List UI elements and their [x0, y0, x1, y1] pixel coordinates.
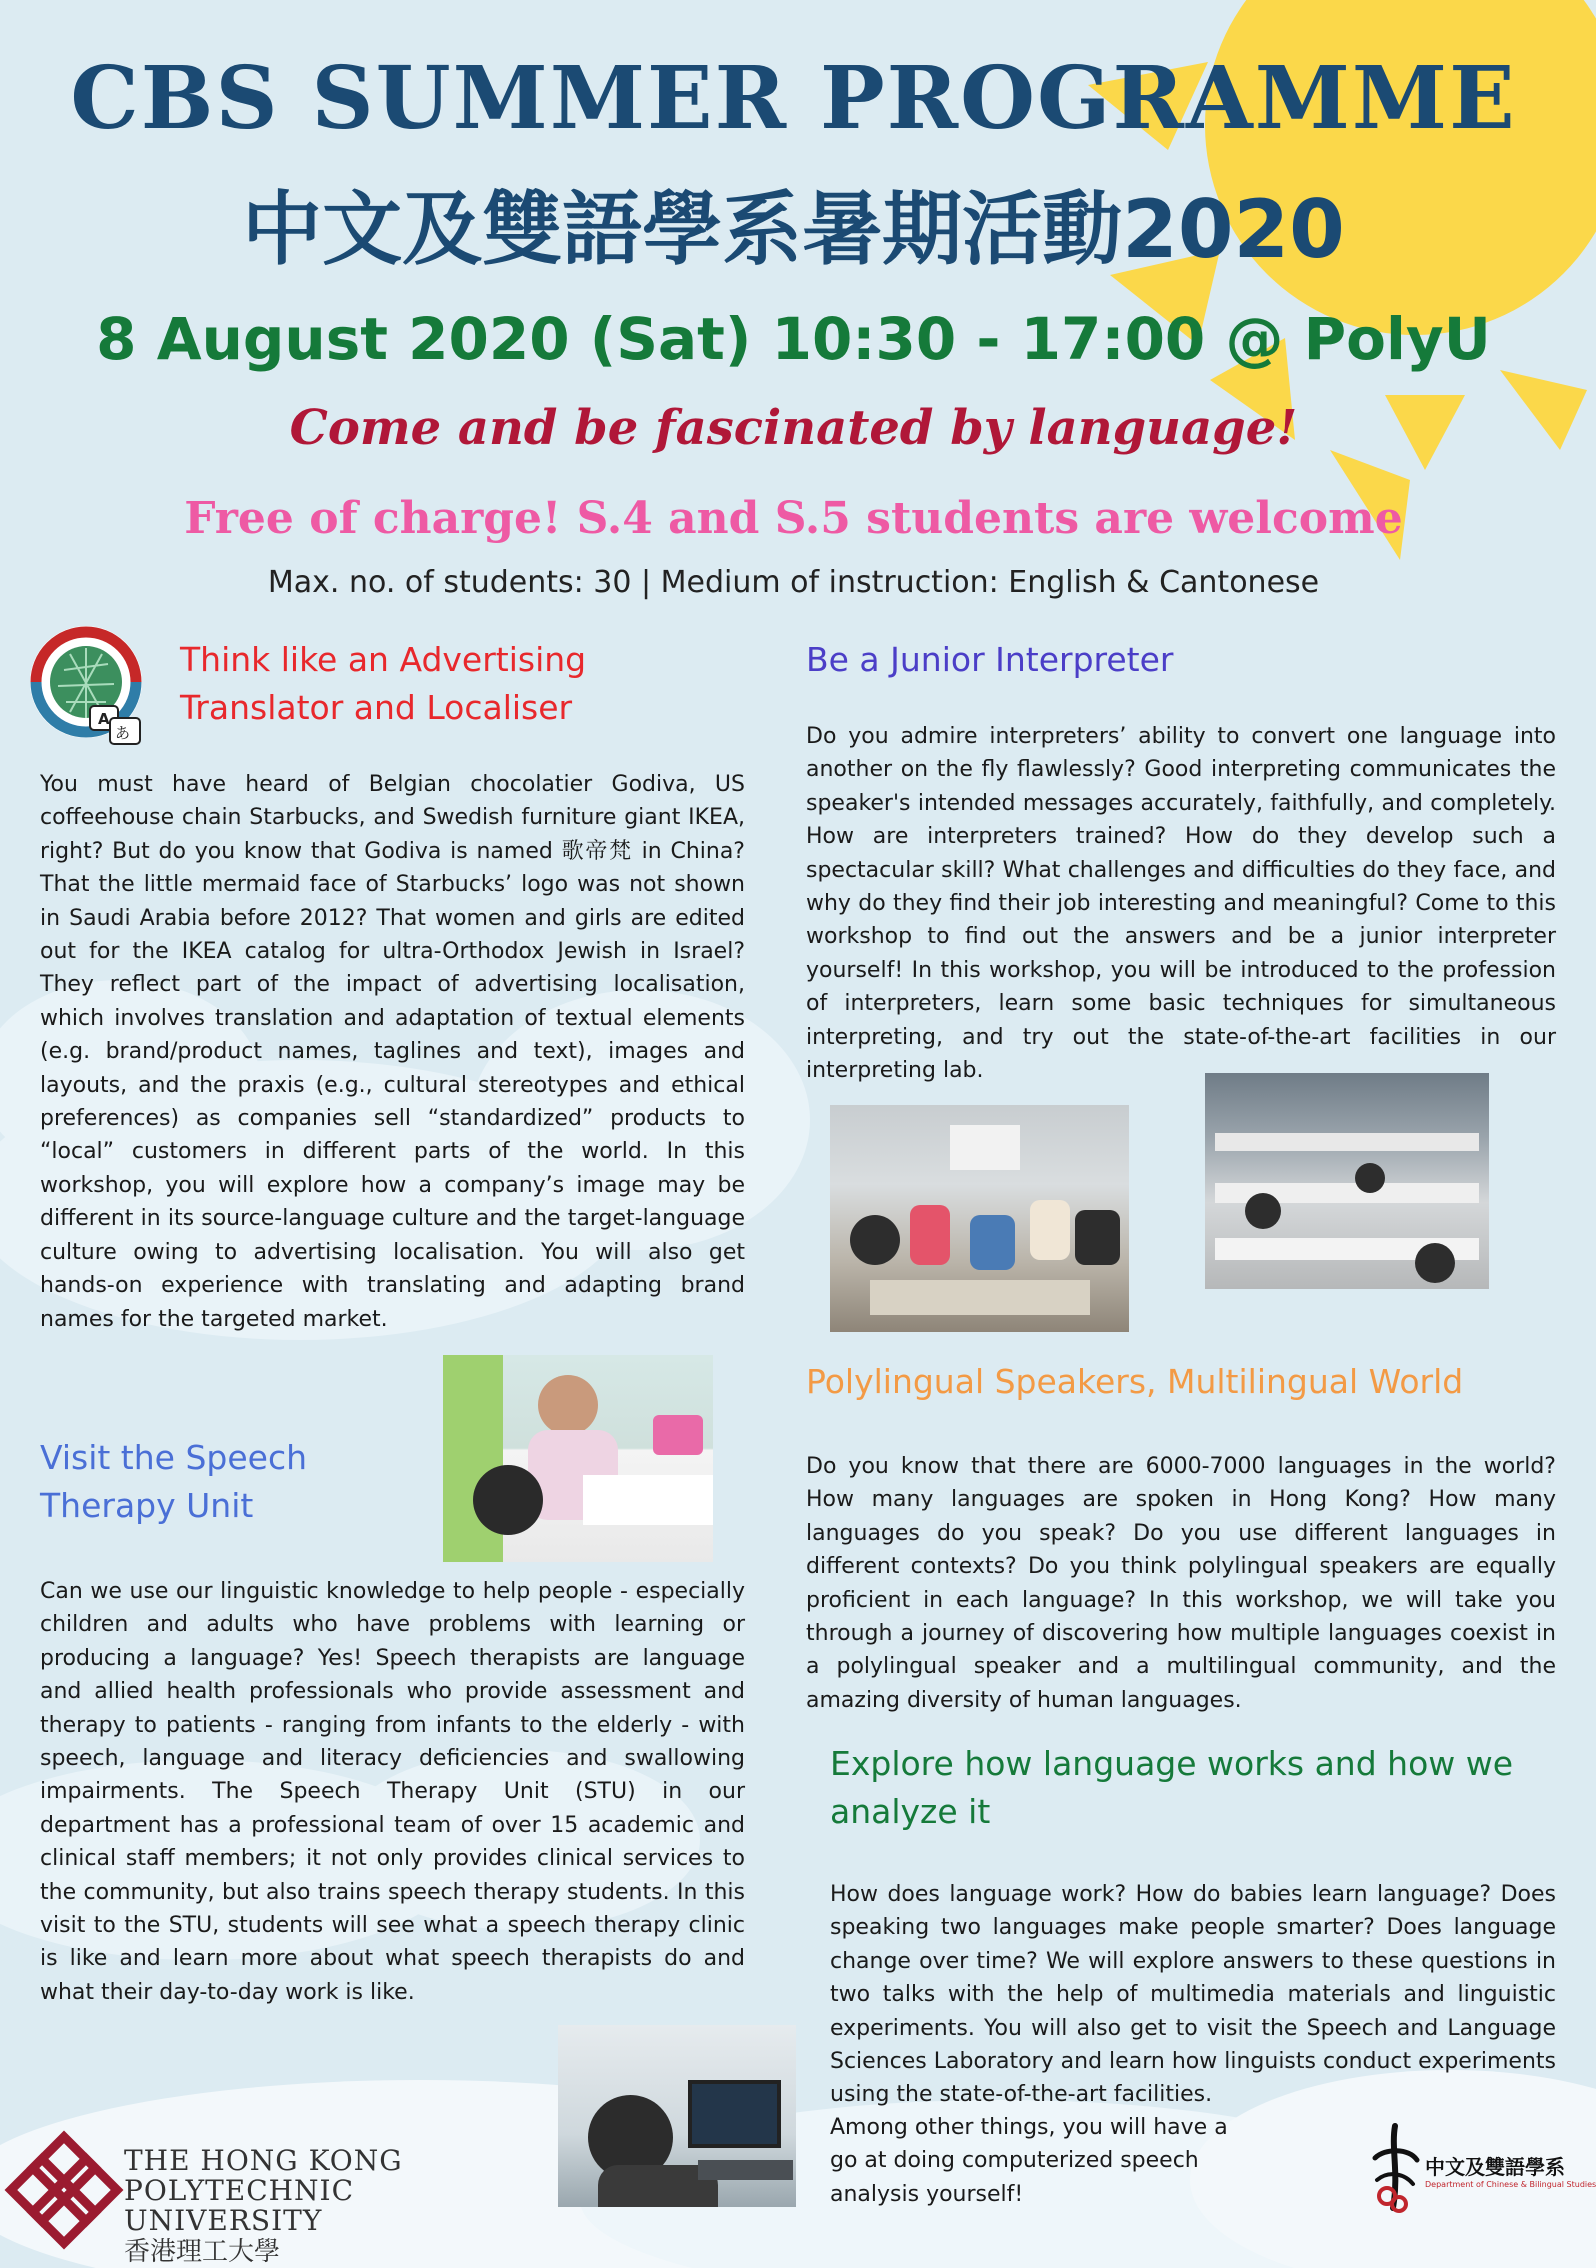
- page-title: CBS SUMMER PROGRAMME: [70, 48, 1517, 149]
- speech-therapy-heading: Visit the Speech Therapy Unit: [40, 1438, 308, 1525]
- svg-text:あ: あ: [115, 724, 131, 742]
- explore-heading: Explore how language works and how we analyze it: [830, 1744, 1514, 1831]
- cbs-logo-icon: [1365, 2118, 1425, 2218]
- interpreter-body: Do you admire interpreters’ ability to convert one language into another on the fly flawlessly? Good interpreting communicates the speaker's intended messages accurately, faithfully, and completely. How are interpreters trained? How do they develop such a spectacular skill? What challenges and difficulties do they face, and why do they find their job interesting and meaningful? Come to this workshop to find out the answers and be a junior interpreter yourself! In this workshop, you will be introduced to the profession of interpreters, learn some basic techniques for simultaneous interpreting, and try out the state-of-the-art facilities in our interpreting lab.: [806, 724, 1556, 1084]
- speech-lab-photo: [558, 2025, 796, 2207]
- advertising-body: You must have heard of Belgian chocolatier Godiva, US coffeehouse chain Starbucks, and Swedish furniture giant IKEA, right? But do you know that Godiva is named 歌帝梵 in China? That the little mermaid face of Starbucks’ logo was not shown in Saudi Arabia before 2012? That women and girls are edited out for the IKEA catalog for ultra-Orthodox Jewish in Israel? They reflect part of the impact of advertising localisation, which involves translation and adaptation of textual elements (e.g. brand/product names, taglines and text), images and layouts, and the praxis (e.g., cultural stereotypes and ethical preferences) as companies sell “standardized” products to “local” customers in different parts of the world. In this workshop, you will explore how a company’s image may be different in its source-language culture and the target-language culture owing to advertising localisation. You will also get hands-on experience with translating and adapting brand names for the targeted market.: [40, 772, 745, 1332]
- interpreting-lab-photo: [1205, 1073, 1489, 1289]
- polylingual-body: Do you know that there are 6000-7000 languages in the world? How many languages are spoken in Hong Kong? How many languages do you speak? Do you use different languages in different contexts? Do you think polylingual speakers are equally proficient in each language? In this workshop, we will take you through a journey of discovering how multiple languages coexist in a polylingual speaker and a multilingual community, and the amazing diversity of human languages.: [806, 1454, 1556, 1713]
- explore-body-tail: Among other things, you will have a go at doing computerized speech analysis yourself!: [830, 2115, 1228, 2207]
- explore-body: How does language work? How do babies learn language? Does speaking two languages make people smarter? Does language change over time? We will explore answers to these questions in two talks with the help of multimedia materials and linguistic experiments. You will also get to visit the Speech and Language Sciences Laboratory and learn how linguists conduct experiments using the state-of-the-art facilities.: [830, 1882, 1556, 2108]
- event-date-line: 8 August 2020 (Sat) 10:30 - 17:00 @ PolyU: [96, 305, 1491, 373]
- page-title-chinese: 中文及雙語學系暑期活動2020: [242, 183, 1345, 276]
- free-of-charge-line: Free of charge! S.4 and S.5 students are welcome: [184, 493, 1403, 544]
- polylingual-heading: Polylingual Speakers, Multilingual World: [806, 1362, 1464, 1401]
- speech-therapy-body: Can we use our linguistic knowledge to help people - especially children and adults who have problems with learning or producing a language? Yes! Speech therapists are language and allied health professionals who provide assessment and therapy to patients - ranging from infants to the elderly - with speech, language and literacy deficiencies and swallowing impairments. The Speech Therapy Unit (STU) in our department has a professional team of over 15 academic and clinical staff members; it not only provides clinical services to the community, but also trains speech therapy students. In this visit to the STU, students will see what a speech therapy clinic is like and learn more about what speech therapists do and what their day-to-day work is like.: [40, 1579, 745, 2005]
- advertising-heading: Think like an Advertising Translator and Localiser: [180, 640, 587, 727]
- info-line: Max. no. of students: 30 | Medium of instruction: English & Cantonese: [267, 565, 1320, 600]
- interpreter-heading: Be a Junior Interpreter: [806, 640, 1174, 679]
- classroom-photo: [830, 1105, 1129, 1332]
- polyu-logo-icon: [14, 2140, 114, 2240]
- translation-globe-icon: [28, 620, 158, 750]
- svg-text:A: A: [98, 710, 110, 728]
- cbs-wordmark: 中文及雙語學系 Department of Chinese & Bilingual Studies: [1425, 2155, 1596, 2189]
- polyu-wordmark: THE HONG KONG POLYTECHNIC UNIVERSITY 香港理工大學: [124, 2144, 403, 2267]
- speech-therapy-photo: [443, 1355, 713, 1562]
- tagline: Come and be fascinated by language!: [289, 400, 1298, 456]
